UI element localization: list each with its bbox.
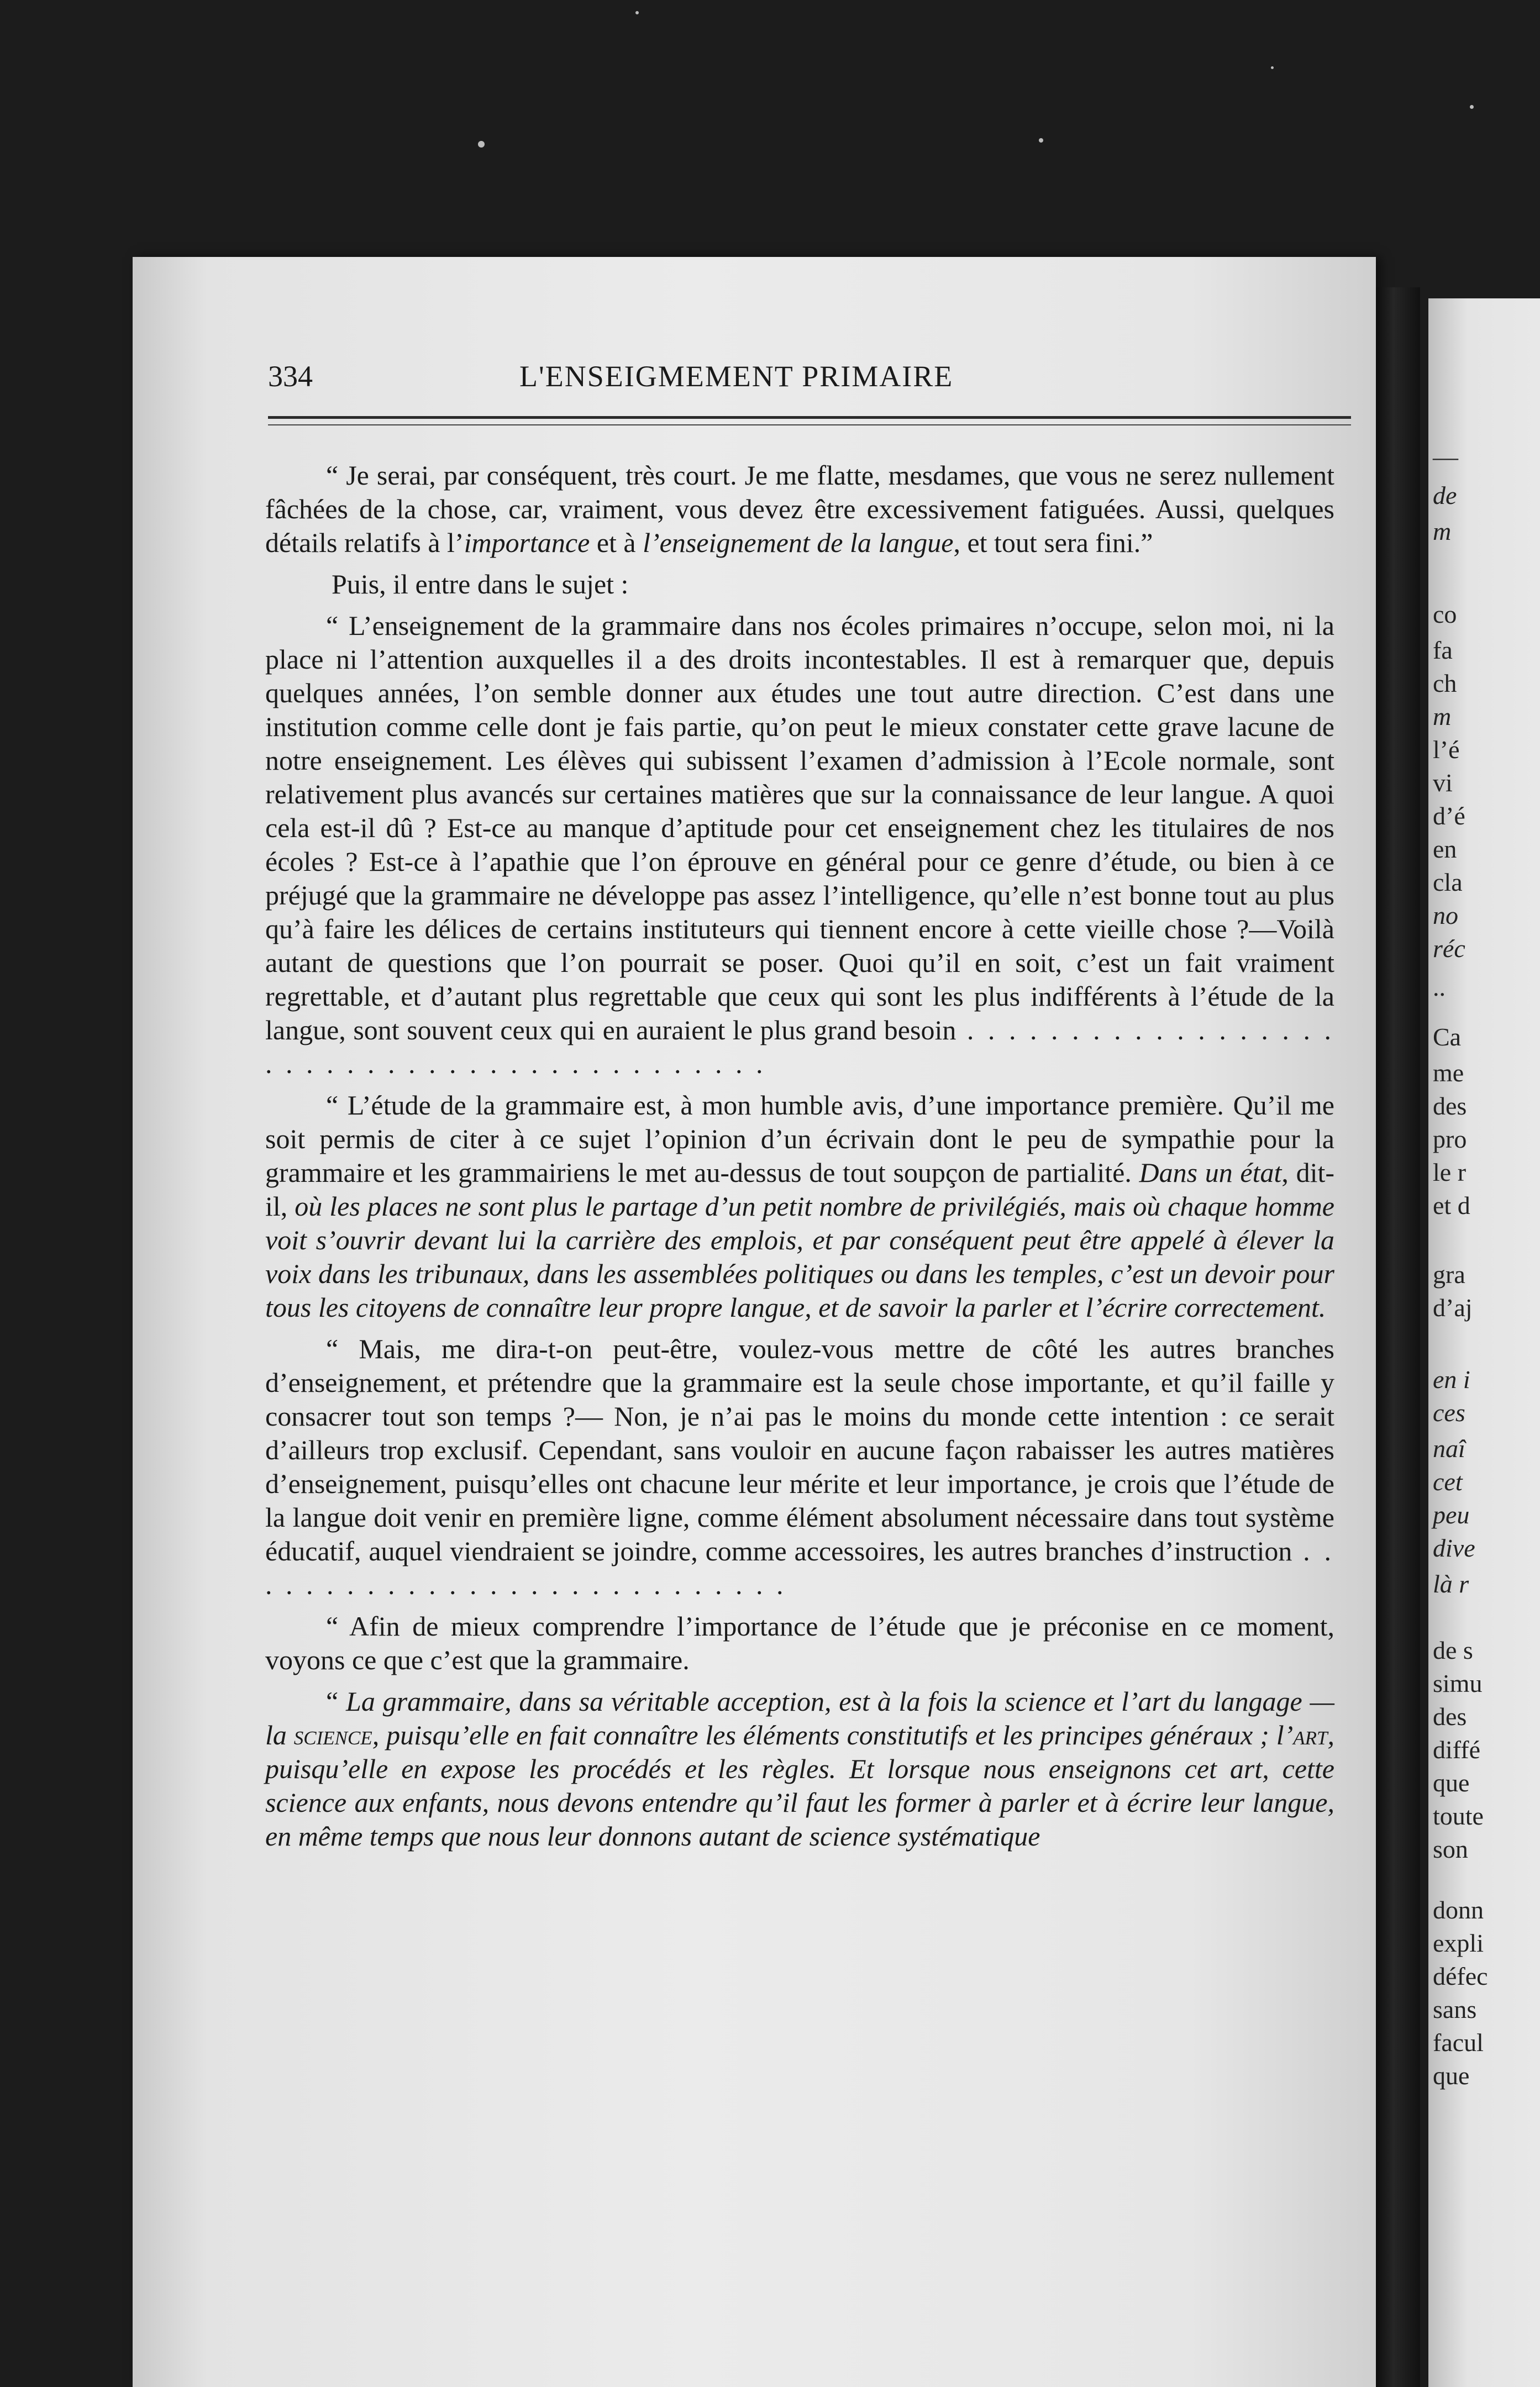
text-run: “ Mais, me dira-t-on peut-être, voulez-vous mettre de côté les autres branches d’enseignement, et prétendre que la grammaire est la seule chose importante, et qu’il faille y consacrer tout son temps ?— Non, je n’ai pas le moins du monde cette intention : ce serait d’ailleurs trop exclusif. Cependant, sans vouloir en aucune façon rabaisser les autres matières d’enseignement, puisqu’elles ont chacune leur mérite et leur importance, je crois que l’étude de la langue doit venir en première ligne, comme élément absolument nécessaire dans tout système éducatif, auquel viendraient se joindre, comme accessoires, les autres branches d’instruction xyxy=(265,1333,1334,1566)
adjacent-page-fragment: de xyxy=(1433,481,1457,509)
running-title: L'ENSEIGMEMENT PRIMAIRE xyxy=(519,360,954,393)
adjacent-page-fragment: cet xyxy=(1433,1468,1463,1496)
text-run: et à xyxy=(590,527,643,558)
adjacent-page-fragment: vi xyxy=(1433,769,1453,797)
adjacent-page-fragment: gra xyxy=(1433,1260,1465,1289)
paragraph xyxy=(265,1332,1334,1602)
adjacent-page-fragment: réc xyxy=(1433,934,1465,963)
adjacent-page-fragment: sans xyxy=(1433,1995,1477,2023)
paragraph xyxy=(265,609,1334,1081)
adjacent-page-fragment: facul xyxy=(1433,2028,1484,2057)
paragraph xyxy=(265,1089,1334,1324)
adjacent-page-fragment: simu xyxy=(1433,1669,1483,1697)
text-run: La grammaire, dans sa véritable acception, est à la fois la science et l’art du langage — la xyxy=(265,1686,1334,1750)
header-rule xyxy=(268,416,1351,419)
text-run: l’enseignement de la langue xyxy=(643,527,954,558)
text-run: , dit-il, xyxy=(265,1157,1335,1222)
scan-speck xyxy=(478,141,485,148)
book-gutter xyxy=(1376,287,1420,2387)
adjacent-page-fragment: d’é xyxy=(1433,802,1465,830)
adjacent-page-fragment: et d xyxy=(1433,1191,1470,1219)
text-run: “ xyxy=(326,1686,346,1717)
paragraph xyxy=(265,1685,1334,1853)
adjacent-page-fragment: Ca xyxy=(1433,1023,1462,1051)
page-header xyxy=(268,359,1351,398)
adjacent-page-fragment: — xyxy=(1433,443,1458,471)
adjacent-page-fragment: des xyxy=(1433,1702,1467,1731)
adjacent-page-fragment: m xyxy=(1433,517,1452,545)
adjacent-page-fragment: en xyxy=(1433,835,1457,863)
adjacent-page-fragment: naî xyxy=(1433,1434,1465,1463)
text-run: Puis, il entre dans le sujet : xyxy=(332,569,629,600)
text-run: . . . . . . . . . . . . . . . . . . . . . . . . . . . . xyxy=(265,1536,1334,1600)
adjacent-page-fragment: .. xyxy=(1433,973,1446,1001)
adjacent-page-fragment: cla xyxy=(1433,868,1463,896)
scan-speck xyxy=(635,11,639,14)
text-run: , et tout sera fini.” xyxy=(953,527,1153,558)
text-run: . . . . . . . . . . . . . . . . . . . . . . . . . . . . . . . . . . . . . . . . . . . xyxy=(265,1014,1335,1079)
text-run: “ Je serai, par conséquent, très court. Je me flatte, mesdames, que vous ne serez nullement fâchées de la chose, car, vraiment, vous devez être excessivement fatiguées. Aussi, quelques détails relatifs à l’ xyxy=(265,460,1334,558)
adjacent-page-fragment: en i xyxy=(1433,1365,1470,1394)
adjacent-page-fragment: donn xyxy=(1433,1896,1484,1924)
text-run: “ Afin de mieux comprendre l’importance de l’étude que je préconise en ce moment, voyons ce que c’est que la grammaire. xyxy=(265,1611,1334,1675)
text-run: importance xyxy=(464,527,590,558)
adjacent-page-fragment: que xyxy=(1433,2062,1470,2090)
text-run: , puisqu’elle en expose les procédés et les règles. Et lorsque nous enseignons cet art, cette science aux enfants, nous devons entendre qu’il faut les former à parler et à écrire leur langue, en même temps que nous leur donnons autant de science systématique xyxy=(265,1720,1334,1852)
scan-speck xyxy=(1470,105,1474,109)
adjacent-page-fragment: toute xyxy=(1433,1802,1484,1830)
adjacent-page-fragment: diffé xyxy=(1433,1736,1481,1764)
adjacent-page-fragment: le r xyxy=(1433,1158,1467,1186)
adjacent-page-fragment: son xyxy=(1433,1835,1468,1863)
adjacent-page-fragment: peu xyxy=(1433,1501,1470,1529)
adjacent-page-fragment: des xyxy=(1433,1092,1467,1120)
scan-speck xyxy=(1039,138,1043,143)
adjacent-page-fragment: ces xyxy=(1433,1398,1465,1427)
paragraph xyxy=(265,1610,1334,1677)
adjacent-page-fragment: co xyxy=(1433,600,1457,628)
page-number: 334 xyxy=(268,360,313,393)
adjacent-page-fragment: me xyxy=(1433,1059,1464,1087)
adjacent-page-fragment: no xyxy=(1433,901,1458,929)
adjacent-page-fragment: fa xyxy=(1433,636,1453,664)
text-run: où les places ne sont plus le partage d’un petit nombre de privilégiés, mais où chaque homme voit s’ouvrir devant lui la carrière des emplois, et par conséquent peut être appelé à élever la voix dans les tribunaux, dans les assemblées politiques ou dans les temples, c’est un devoir pour tous les citoyens de connaître leur propre langue, et de savoir la parler et l’écrire correctement. xyxy=(265,1191,1334,1323)
adjacent-page-fragment: m xyxy=(1433,702,1452,730)
text-run: “ L’étude de la grammaire est, à mon humble avis, d’une importance première. Qu’il me soit permis de citer à ce sujet l’opinion d’un écrivain dont le peu de sympathie pour la grammaire et les grammairiens le met au-dessus de tout soupçon de partialité. xyxy=(265,1090,1334,1188)
adjacent-page xyxy=(1428,298,1540,2387)
text-run: , puisqu’elle en fait connaître les éléments constitutifs et les principes généraux ; l’ xyxy=(372,1720,1294,1750)
adjacent-page-fragment: défec xyxy=(1433,1962,1488,1990)
header-rule-thin xyxy=(268,424,1351,425)
paragraph xyxy=(265,567,1334,601)
text-run: Dans un état xyxy=(1139,1157,1282,1188)
adjacent-page-fragment: de s xyxy=(1433,1636,1473,1664)
adjacent-page-fragment: dive xyxy=(1433,1534,1475,1562)
adjacent-page-fragment: là r xyxy=(1433,1570,1469,1598)
scan-speck xyxy=(1271,66,1274,69)
adjacent-page-fragment: expli xyxy=(1433,1929,1484,1957)
text-run: art xyxy=(1293,1720,1328,1750)
adjacent-page-fragment: d’aj xyxy=(1433,1294,1473,1322)
adjacent-page-fragment: que xyxy=(1433,1769,1470,1797)
adjacent-page-fragment: ch xyxy=(1433,669,1457,697)
text-run: “ L’enseignement de la grammaire dans nos écoles primaires n’occupe, selon moi, ni la place ni l’attention auxquelles il a des droits incontestables. Il est à remarquer que, depuis quelques années, l’on semble donner aux études une tout autre direction. C’est dans une institution comme celle dont je fais partie, qu’on peut le mieux constater cette grave lacune de notre enseignement. Les élèves qui subissent l’examen d’admission à l’Ecole normale, sont relativement plus avancés sur certaines matières que sur la connaissance de leur langue. A quoi cela est-il dû ? Est-ce au manque d’aptitude pour cet enseignement chez les titulaires de nos écoles ? Est-ce à l’apathie que l’on éprouve en général pour ce genre d’étude, ou bien à ce préjugé que la grammaire ne développe pas assez l’intelligence, qu’elle n’est bonne tout au plus qu’à faire les délices de certains instituteurs qui tiennent encore à cette vieille chose ?—Voilà autant de questions que l’on pourrait se poser. Quoi qu’il en soit, c’est un fait vraiment regrettable, et d’autant plus regrettable que ceux qui sont les plus indifférents à l’étude de la langue, sont souvent ceux qui en auraient le plus grand besoin xyxy=(265,610,1334,1045)
adjacent-page-fragment: l’é xyxy=(1433,735,1460,764)
text-run: science xyxy=(293,1720,372,1750)
paragraph xyxy=(265,459,1334,560)
adjacent-page-fragment: pro xyxy=(1433,1125,1467,1153)
body-text xyxy=(265,459,1334,1861)
